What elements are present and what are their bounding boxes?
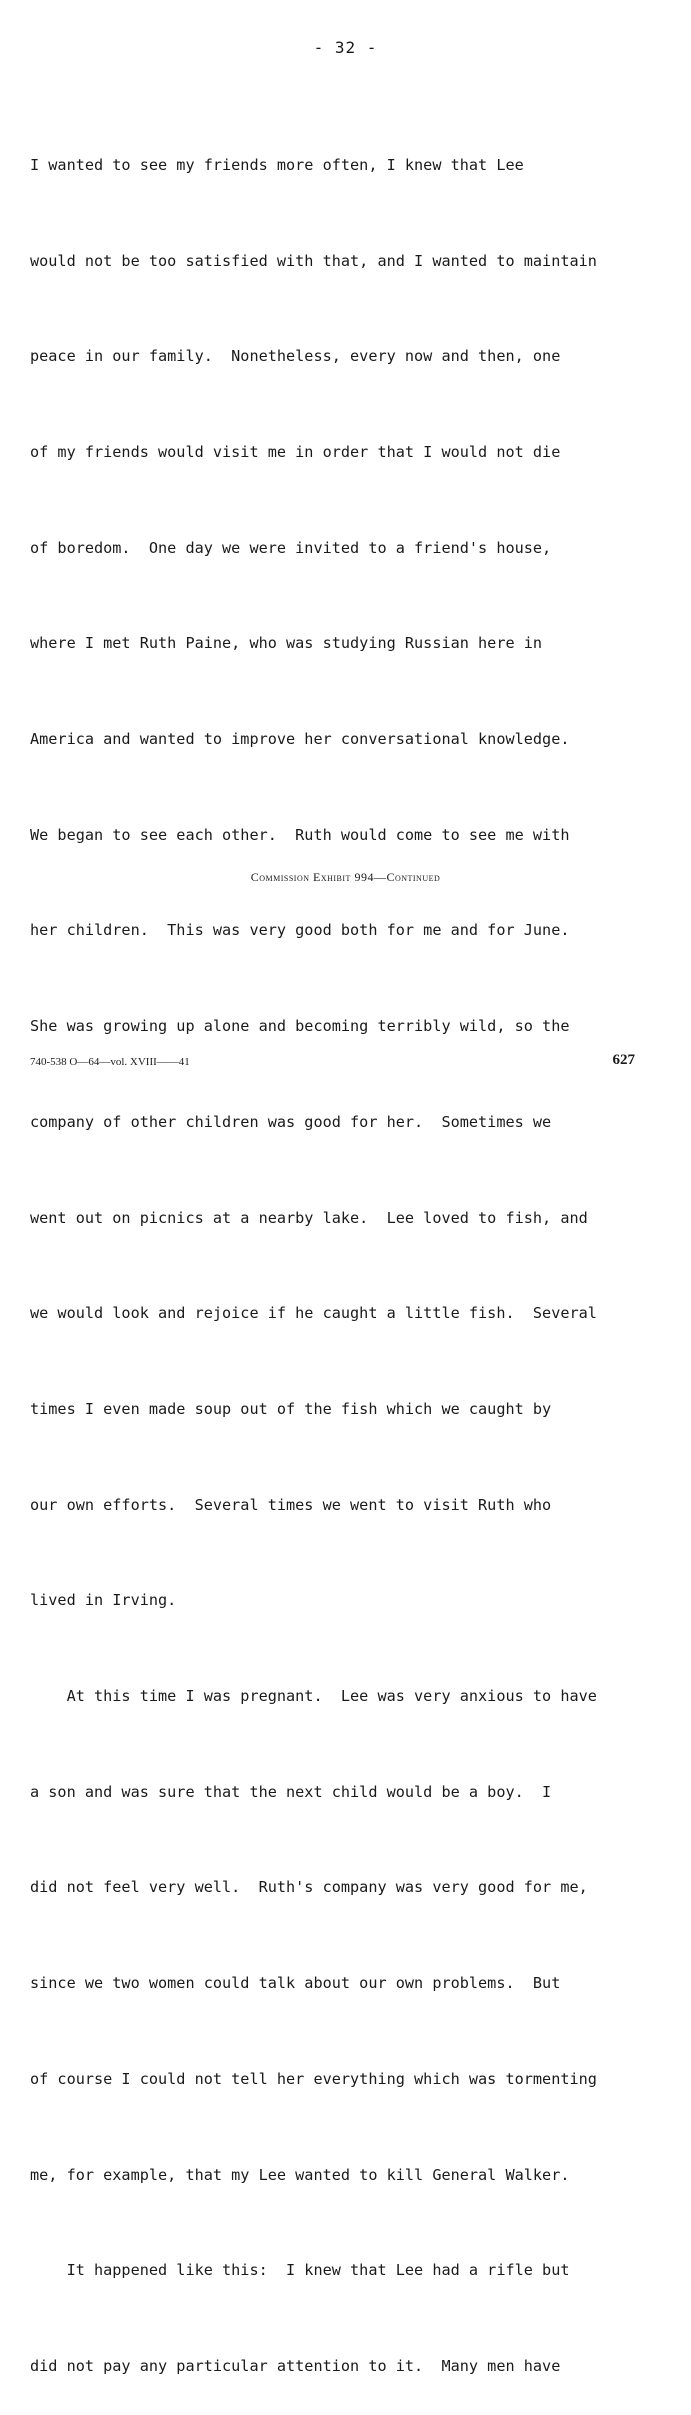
text-line: we would look and rejoice if he caught a little fish. Several [30, 1304, 597, 1323]
text-line: I wanted to see my friends more often, I knew that Lee [30, 155, 524, 174]
text-line: me, for example, that my Lee wanted to kill General Walker. [30, 2165, 570, 2184]
footer-page-number: 627 [612, 1052, 635, 1068]
text-line: her children. This was very good both for me and for June. [30, 921, 570, 940]
text-line: a son and was sure that the next child would be a boy. I [30, 1782, 552, 1801]
text-line: It happened like this: I knew that Lee had a rifle but [30, 2261, 570, 2280]
text-line: of my friends would visit me in order that I would not die [30, 442, 561, 461]
text-line: where I met Ruth Paine, who was studying Russian here in [30, 634, 543, 653]
text-line: of course I could not tell her everything which was tormenting [30, 2069, 597, 2088]
text-line: times I even made soup out of the fish which we caught by [30, 1399, 552, 1418]
exhibit-caption: Commission Exhibit 994—Continued [250, 870, 441, 884]
text-line: She was growing up alone and becoming terribly wild, so the [30, 1017, 570, 1036]
text-line: did not pay any particular attention to it. Many men have [30, 2356, 561, 2375]
footer-print-code: 740-538 O—64—vol. XVIII——41 [30, 1056, 190, 1068]
body-text [30, 86, 670, 2415]
text-line: our own efforts. Several times we went to visit Ruth who [30, 1495, 552, 1514]
text-line: At this time I was pregnant. Lee was very anxious to have [30, 1687, 597, 1706]
page-number: - 32 - [313, 38, 378, 57]
text-line: since we two women could talk about our own problems. But [30, 1974, 561, 1993]
text-line: went out on picnics at a nearby lake. Lee loved to fish, and [30, 1208, 588, 1227]
text-line: company of other children was good for her. Sometimes we [30, 1112, 552, 1131]
text-line: America and wanted to improve her conversational knowledge. [30, 730, 570, 749]
text-line: of boredom. One day we were invited to a friend's house, [30, 538, 552, 557]
text-line: did not feel very well. Ruth's company was very good for me, [30, 1878, 588, 1897]
text-line: would not be too satisfied with that, and I wanted to maintain [30, 251, 597, 270]
text-line: We began to see each other. Ruth would come to see me with [30, 825, 570, 844]
text-line: peace in our family. Nonetheless, every now and then, one [30, 347, 561, 366]
text-line: lived in Irving. [30, 1591, 177, 1610]
